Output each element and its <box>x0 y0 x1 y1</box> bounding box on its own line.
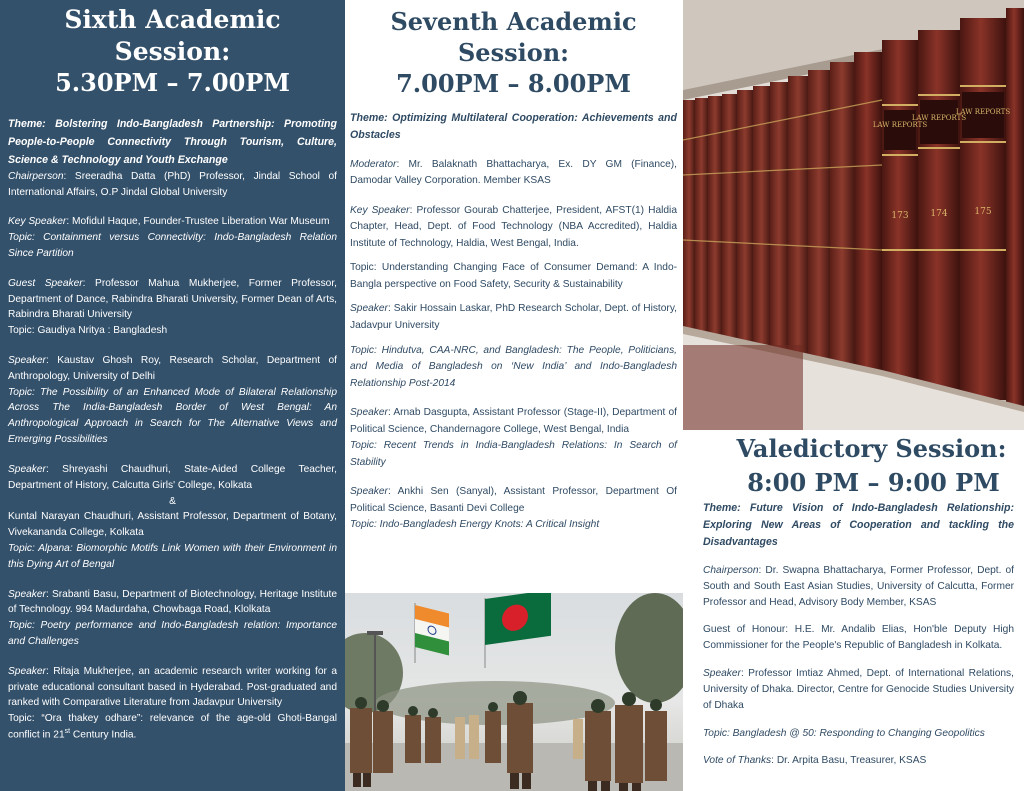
sixth-session-panel <box>0 0 345 791</box>
far-books <box>683 52 882 374</box>
seventh-time: 7.00PM – 8.00PM <box>396 69 631 99</box>
flags-ceremony-photo <box>345 593 683 791</box>
valedictory-guest: Guest of Honour: H.E. Mr. Andalib Elias, Hon'ble Deputy High Commissioner for the People's Republic of Bangladesh in Kolkata. <box>703 624 1014 652</box>
seventh-session-title <box>350 6 677 100</box>
bangladesh-flag <box>485 593 551 645</box>
valedictory-topic: Topic: Bangladesh @ 50: Responding to Changing Geopolitics <box>703 727 985 739</box>
valedictory-session-title <box>703 432 1014 499</box>
law-books-illustration <box>683 0 1024 430</box>
flags-ceremony-illustration <box>345 593 683 791</box>
sixth-speaker-2-amp: & <box>169 495 176 507</box>
seventh-speaker-2-topic: Topic: Recent Trends in India-Bangladesh Relations: In Search of Stability <box>350 440 677 468</box>
sixth-speaker-4: Speaker: Ritaja Mukherjee, an academic research writer working for a private educational consultant based in Hyderabad. Post-graduated and ranked with Comparative Literature from Jadavpur University <box>8 665 337 709</box>
seventh-speaker-3-topic: Topic: Indo-Bangladesh Energy Knots: A Critical Insight <box>350 519 600 531</box>
law-books-photo <box>683 0 1024 430</box>
seventh-speaker-1-topic: Topic: Hindutva, CAA-NRC, and Bangladesh: The People, Politicians, and Media of Bangladesh on ‘New India’ and Indo-Bangladesh Relationship Post-2014 <box>350 344 677 389</box>
sixth-guest-speaker: Guest Speaker: Professor Mahua Mukherjee, Former Professor, Department of Dance, Rabindra Bharati University, Former Dean of Arts, Rabindra Bharati University <box>8 277 337 321</box>
sixth-speaker-1-topic: Topic: The Possibility of an Enhanced Mode of Bilateral Relationship Across The India-Bangladesh Border of West Bengal: An Anthropological Approach in Search for The Alternative Views and Emerging Possibilities <box>8 386 337 446</box>
valedictory-theme: Theme: Future Vision of Indo-Bangladesh Relationship: Exploring New Areas of Cooperation and tackling the Disadvantages <box>703 502 1014 549</box>
sixth-chair: Chairperson: Sreeradha Datta (PhD) Professor, Jindal School of International Affairs, O.P Jindal Global University <box>8 170 337 198</box>
seventh-moderator: Moderator: Mr. Balaknath Bhattacharya, Ex. DY GM (Finance), Damodar Valley Corporation. Member KSAS <box>350 158 677 187</box>
seventh-key-topic: Topic: Understanding Changing Face of Consumer Demand: A Indo-Bangla perspective on Food Safety, Security & Sustainability <box>350 262 677 290</box>
valedictory-chair: Chairperson: Dr. Swapna Bhattacharya, Former Professor, Dept. of South and South East Asian Studies, University of Calcutta, Former Professor and Head, Advisory Body Member, KSAS <box>703 565 1014 608</box>
sixth-speaker-4-topic: Topic: “Ora thakey odhare”: relevance of the age-old Ghoti-Bangal conflict in 21st Century India. <box>8 713 337 741</box>
sixth-guest-topic: Topic: Gaudiya Nritya : Bangladesh <box>8 325 168 337</box>
sixth-speaker-2: Speaker: Shreyashi Chaudhuri, State-Aided College Teacher, Department of History, Calcutta Girls' College, Kolkata <box>8 463 337 491</box>
sixth-speaker-2b: Kuntal Narayan Chaudhuri, Assistant Professor, Department of Botany, Vivekananda College, Kolkata <box>8 511 337 539</box>
sixth-key-speaker: Key Speaker: Mofidul Haque, Founder-Trustee Liberation War Museum <box>8 216 330 228</box>
near-books <box>882 8 1024 408</box>
sixth-speaker-3: Speaker: Srabanti Basu, Department of Biotechnology, Heritage Institute of Technology. 994 Madurdaha, Chowbaga Road, Klolkata <box>8 588 337 616</box>
spine-label-3: LAW REPORTS <box>955 108 1011 116</box>
spine-number-3: 175 <box>974 207 992 217</box>
valedictory-title-line1: Valedictory Session: <box>736 434 1007 463</box>
valedictory-thanks: Vote of Thanks: Dr. Arpita Basu, Treasurer, KSAS <box>703 755 927 767</box>
india-flag <box>415 605 449 655</box>
spine-number-2: 174 <box>930 209 948 219</box>
sixth-speaker-3-topic: Topic: Poetry performance and Indo-Bangladesh relation: Importance and Challenges <box>8 620 337 648</box>
seventh-theme: Theme: Optimizing Multilateral Cooperation: Achievements and Obstacles <box>350 111 677 141</box>
spine-number-1: 173 <box>891 211 909 221</box>
sixth-title-line1: Sixth Academic Session: <box>64 5 281 66</box>
sixth-key-topic: Topic: Containment versus Connectivity: Indo-Bangladesh Relation Since Partition <box>8 232 337 259</box>
sixth-speaker-2-topic: Topic: Alpana: Biomorphic Motifs Link Women with their Environment in this Dying Art of Bengal <box>8 542 337 570</box>
sixth-session-title <box>8 4 337 99</box>
spine-label-1: LAW REPORTS <box>872 121 928 129</box>
valedictory-session-panel <box>698 430 1024 791</box>
spine-label-2: LAW REPORTS <box>911 114 967 122</box>
seventh-speaker-2: Speaker: Arnab Dasgupta, Assistant Professor (Stage-II), Department of Political Science, Chandernagore College, West Bengal, India <box>350 407 677 435</box>
valedictory-speaker: Speaker: Professor Imtiaz Ahmed, Dept. of International Relations, University of Dhaka. Director, Centre for Genocide Studies University of Dhaka <box>703 668 1014 711</box>
sixth-theme: Theme: Bolstering Indo-Bangladesh Partnership: Promoting People-to-People Connectivity Through Tourism, Culture, Science & Technology and Youth Exchange <box>8 117 337 166</box>
sixth-speaker-1: Speaker: Kaustav Ghosh Roy, Research Scholar, Department of Anthropology, University of Delhi <box>8 355 337 382</box>
sixth-time: 5.30PM – 7.00PM <box>55 68 290 97</box>
seventh-title-line1: Seventh Academic Session: <box>390 7 637 68</box>
valedictory-time: 8:00 PM – 9:00 PM <box>747 467 1000 497</box>
seventh-session-panel <box>345 0 683 593</box>
seventh-key-speaker: Key Speaker: Professor Gourab Chatterjee, President, AFST(1) Haldia Chapter, Head, Dept. of Food Technology (NBA Accredited), Haldia Institute of Technology, Haldia, West Bengal, India. <box>350 204 677 249</box>
seventh-speaker-3: Speaker: Ankhi Sen (Sanyal), Assistant Professor, Department Of Political Science, Basanti Devi College <box>350 486 677 514</box>
seventh-speaker-1: Speaker: Sakir Hossain Laskar, PhD Research Scholar, Dept. of History, Jadavpur University <box>350 303 677 331</box>
